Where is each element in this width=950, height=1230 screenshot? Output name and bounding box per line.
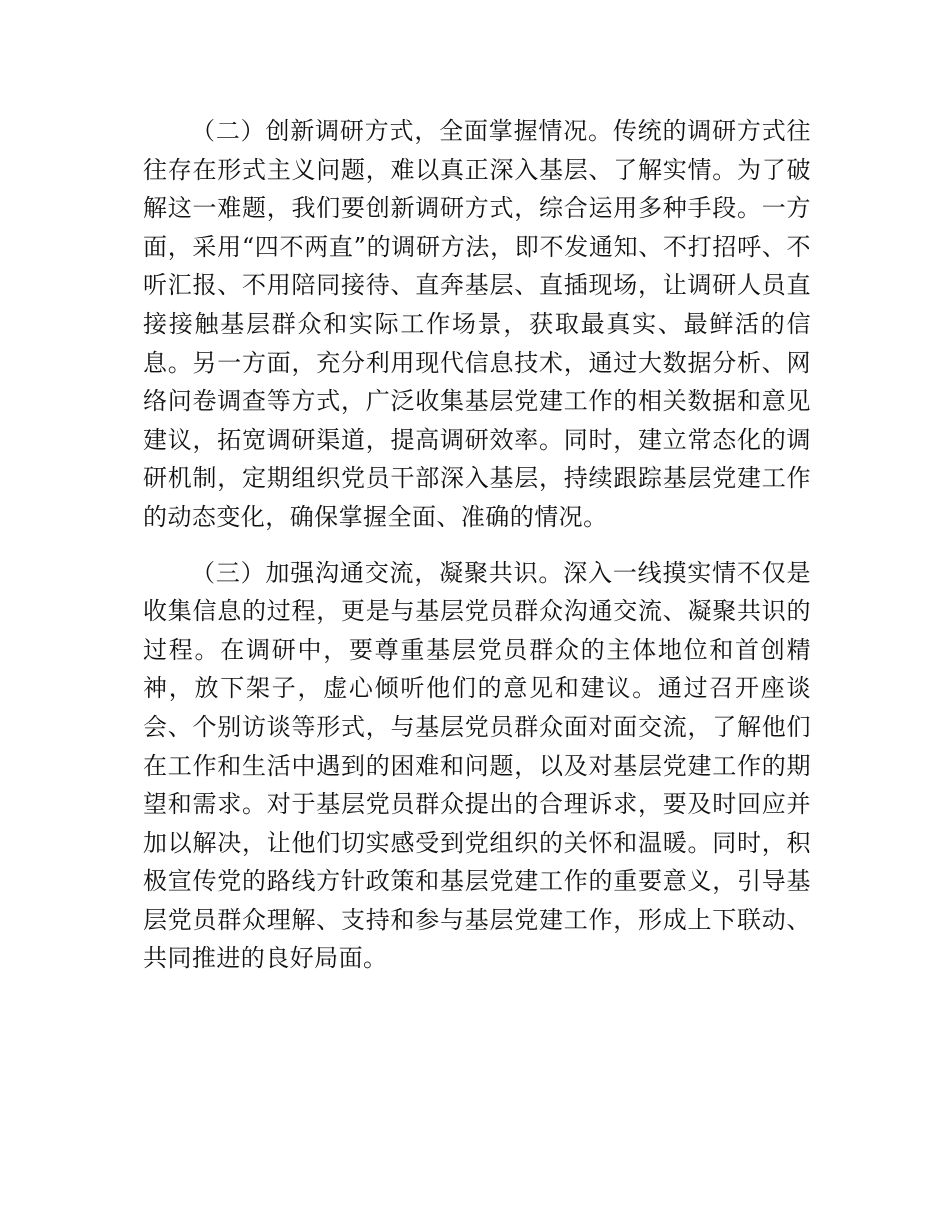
document-body	[143, 112, 811, 978]
paragraph-strengthen-communication: （三）加强沟通交流，凝聚共识。深入一线摸实情不仅是收集信息的过程，更是与基层党员群众沟通交流、凝聚共识的过程。在调研中，要尊重基层党员群众的主体地位和首创精神，放下架子，虚心倾听他们的意见和建议。通过召开座谈会、个别访谈等形式，与基层党员群众面对面交流，了解他们在工作和生活中遇到的困难和问题，以及对基层党建工作的期望和需求。对于基层党员群众提出的合理诉求，要及时回应并加以解决，让他们切实感受到党组织的关怀和温暖。同时，积极宣传党的路线方针政策和基层党建工作的重要意义，引导基层党员群众理解、支持和参与基层党建工作，形成上下联动、共同推进的良好局面。	[143, 558, 811, 973]
paragraph-innovate-research-methods: （二）创新调研方式，全面掌握情况。传统的调研方式往往存在形式主义问题，难以真正深入基层、了解实情。为了破解这一难题，我们要创新调研方式，综合运用多种手段。一方面，采用“四不两直”的调研方法，即不发通知、不打招呼、不听汇报、不用陪同接待、直奔基层、直插现场，让调研人员直接接触基层群众和实际工作场景，获取最真实、最鲜活的信息。另一方面，充分利用现代信息技术，通过大数据分析、网络问卷调查等方式，广泛收集基层党建工作的相关数据和意见建议，拓宽调研渠道，提高调研效率。同时，建立常态化的调研机制，定期组织党员干部深入基层，持续跟踪基层党建工作的动态变化，确保掌握全面、准确的情况。	[143, 117, 811, 531]
